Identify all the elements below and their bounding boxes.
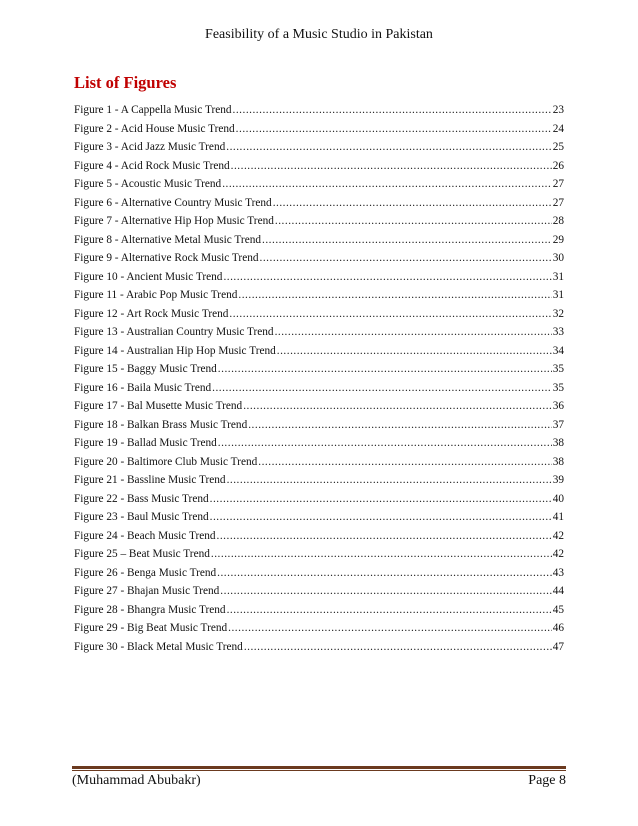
figure-entry-page: 29 [552,233,564,246]
figure-entry-page: 35 [552,363,564,375]
figure-entry-page: 37 [552,418,564,431]
figure-entry-label: Figure 22 - Bass Music Trend [74,492,209,505]
figure-entry-page: 38 [552,455,564,468]
dot-leader [244,638,552,657]
dot-leader [211,545,552,564]
page-footer [72,773,566,789]
figure-entry[interactable] [74,305,564,324]
figure-entry-page: 47 [552,640,564,653]
dot-leader [228,619,552,638]
dot-leader [217,564,552,583]
figure-entry-label: Figure 24 - Beach Music Trend [74,529,216,542]
figure-entry-label: Figure 27 - Bhajan Music Trend [74,585,220,597]
dot-leader [223,268,551,287]
figure-entry-label: Figure 4 - Acid Rock Music Trend [74,159,230,172]
figure-entry-label: Figure 14 - Australian Hip Hop Music Trend [74,344,276,357]
figure-entry-page: 41 [552,511,564,523]
figure-entry[interactable] [74,397,564,416]
figure-entry-page: 33 [552,326,564,338]
figure-entry[interactable] [74,249,564,268]
figure-entry-page: 31 [552,289,564,301]
dot-leader [231,157,552,176]
figure-entry[interactable] [74,545,564,564]
figure-entry-label: Figure 19 - Ballad Music Trend [74,437,217,449]
figure-entry-page: 36 [552,400,564,412]
dot-leader [233,101,552,120]
figure-entry-label: Figure 7 - Alternative Hip Hop Music Trend [74,215,274,227]
figure-entry-page: 35 [552,381,564,394]
figure-entry-label: Figure 16 - Baila Music Trend [74,381,212,394]
dot-leader [260,249,552,268]
figure-entry-label: Figure 18 - Balkan Brass Music Trend [74,418,248,431]
figure-entry-label: Figure 28 - Bhangra Music Trend [74,603,226,616]
figure-entry-page: 42 [552,548,564,560]
figure-entry-label: Figure 11 - Arabic Pop Music Trend [74,289,238,301]
figure-entry-page: 43 [552,566,564,579]
figure-entry-label: Figure 25 – Beat Music Trend [74,548,210,560]
figure-entry-label: Figure 20 - Baltimore Club Music Trend [74,455,258,468]
figure-entry[interactable] [74,138,564,157]
figure-entry-label: Figure 17 - Bal Musette Music Trend [74,400,243,412]
dot-leader [243,397,552,416]
figure-entry-page: 30 [552,252,564,264]
footer-rule-thick [72,766,566,769]
figure-entry-page: 46 [552,622,564,634]
figure-entry-label: Figure 12 - Art Rock Music Trend [74,307,229,320]
figure-entry[interactable] [74,564,564,583]
figure-entry[interactable] [74,434,564,453]
figure-entry[interactable] [74,175,564,194]
figure-entry-page: 32 [552,307,564,320]
footer-page-number: Page 8 [528,773,566,788]
dot-leader [262,231,552,250]
dot-leader [218,434,552,453]
figure-entry-label: Figure 29 - Big Beat Music Trend [74,622,228,634]
figure-entry-page: 45 [552,603,564,616]
list-of-figures-heading: List of Figures [74,73,177,92]
figure-entry-page: 44 [552,585,564,597]
figure-entry-label: Figure 23 - Baul Music Trend [74,511,209,523]
dot-leader [222,175,552,194]
dot-leader [220,582,551,601]
figure-entry-label: Figure 6 - Alternative Country Music Trend [74,196,272,209]
dot-leader [212,379,552,398]
figure-entry[interactable] [74,416,564,435]
dot-leader [238,286,551,305]
figure-entry[interactable] [74,471,564,490]
figure-entry[interactable] [74,120,564,139]
figure-entry-label: Figure 8 - Alternative Metal Music Trend [74,233,262,246]
figure-entry-label: Figure 2 - Acid House Music Trend [74,122,235,135]
figure-entry-page: 39 [552,474,564,486]
figure-entry-label: Figure 26 - Benga Music Trend [74,566,217,579]
figure-entry-page: 28 [552,215,564,227]
figure-entry-label: Figure 30 - Black Metal Music Trend [74,640,243,653]
figure-entry-page: 38 [552,437,564,449]
figure-entry-page: 40 [552,492,564,505]
figure-entry[interactable] [74,582,564,601]
figure-entry[interactable] [74,490,564,509]
dot-leader [210,508,552,527]
dot-leader [273,194,552,213]
dot-leader [248,416,551,435]
dot-leader [236,120,552,139]
figure-entry-page: 31 [552,270,564,283]
figure-entry-label: Figure 3 - Acid Jazz Music Trend [74,141,226,153]
figures-list [74,101,564,656]
dot-leader [277,342,552,361]
figure-entry[interactable] [74,101,564,120]
figure-entry-label: Figure 10 - Ancient Music Trend [74,270,223,283]
dot-leader [226,138,551,157]
figure-entry-label: Figure 21 - Bassline Music Trend [74,474,226,486]
figure-entry[interactable] [74,212,564,231]
figure-entry[interactable] [74,360,564,379]
footer-rule-thin [72,770,566,771]
figure-entry-label: Figure 9 - Alternative Rock Music Trend [74,252,259,264]
figure-entry[interactable] [74,601,564,620]
dot-leader [227,601,552,620]
figure-entry[interactable] [74,323,564,342]
dot-leader [217,527,552,546]
dot-leader [275,323,552,342]
dot-leader [229,305,551,324]
figure-entry[interactable] [74,286,564,305]
page-header: Feasibility of a Music Studio in Pakistan [205,27,433,42]
figure-entry-page: 27 [552,196,564,209]
figure-entry-page: 23 [552,104,564,116]
figure-entry[interactable] [74,268,564,287]
figure-entry-label: Figure 15 - Baggy Music Trend [74,363,217,375]
figure-entry-label: Figure 5 - Acoustic Music Trend [74,178,222,190]
figure-entry[interactable] [74,342,564,361]
figure-entry-page: 34 [552,344,564,357]
dot-leader [275,212,552,231]
figure-entry[interactable] [74,508,564,527]
figure-entry-page: 27 [552,178,564,190]
figure-entry[interactable] [74,638,564,657]
figure-entry-page: 26 [552,159,564,172]
figure-entry[interactable] [74,157,564,176]
figure-entry[interactable] [74,527,564,546]
figure-entry[interactable] [74,453,564,472]
figure-entry[interactable] [74,379,564,398]
dot-leader [210,490,552,509]
figure-entry[interactable] [74,194,564,213]
figure-entry[interactable] [74,619,564,638]
figure-entry-page: 25 [552,141,564,153]
dot-leader [218,360,552,379]
figure-entry[interactable] [74,231,564,250]
figure-entry-label: Figure 1 - A Cappella Music Trend [74,104,232,116]
dot-leader [258,453,551,472]
figure-entry-page: 42 [552,529,564,542]
figure-entry-label: Figure 13 - Australian Country Music Trend [74,326,274,338]
dot-leader [227,471,552,490]
figure-entry-page: 24 [552,122,564,135]
footer-author: (Muhammad Abubakr) [72,773,201,788]
